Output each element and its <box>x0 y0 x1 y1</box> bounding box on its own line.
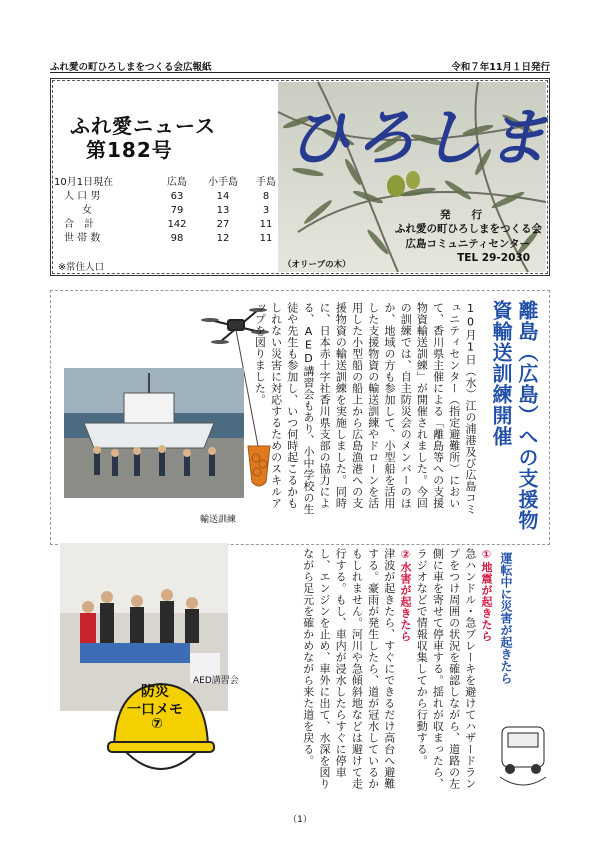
office-name: 広島コミュニティセンター <box>405 238 530 250</box>
row-label: 合 計 <box>64 219 94 230</box>
memo-badge-line2: 一口メモ <box>127 702 183 718</box>
disaster-memo-body <box>232 548 494 790</box>
column-header: 手島 <box>256 177 276 188</box>
memo-badge-number: ⑦ <box>151 716 163 732</box>
cell: 3 <box>262 205 270 216</box>
boat-photo-image <box>64 368 244 498</box>
telephone: TEL 29-2030 <box>457 252 530 264</box>
publisher-label: 発 行 <box>440 209 482 221</box>
cell: 11 <box>259 219 273 230</box>
issue-number: 第182号 <box>86 138 173 162</box>
masthead-title: ひろしま <box>288 101 553 174</box>
car-icon <box>498 707 548 797</box>
paper-name: ふれ愛の町ひろしまをつくる会広報紙 <box>50 62 212 73</box>
memo-paragraph: 急ハンドル・急ブレーキを避けてハザードランプをつけ周囲の状況を確認しながら、道路の左側に車を寄せて停車する。揺れが収まったら、ラジオなどで情報収集してから行動する。 <box>415 548 477 790</box>
date-label: 10月1日現在 <box>54 177 114 188</box>
population-note: ※常住人口 <box>58 262 104 273</box>
memo-paragraph: 津波が起きたら、すぐにできるだけ高台へ避難する。豪雨が発生したら、道が冠水しているかもしれません。河川や急傾斜地などは避けて走行する。もし、車内が浸水したらすぐに停車し、エンジンを止め、車外に出て、水深を図りながら足元を確かめながら来た道を戻る。 <box>301 548 396 790</box>
article-body: 10月1日（水）江の浦港及び広島コミュニティセンター（指定避難所）において、香川県主催による「離島等への支援物資輸送訓練」が開催されました。今回の訓練では、自主防災会のメンバーのほか、地域の方も参加して、小型船を活用した支援物資の輸送訓練やドローンを活用した小型船の船上から広島漁港への支援物資の輸送訓練を実施しました。同時に、日本赤十字社香川県支部の協力による、AED講習会もあり、小中学校の生徒や先生も参加し、いつ何時起こるかもしれない災害に対応するためのスキルアップを図りました。 <box>253 302 477 515</box>
top-strip <box>50 59 550 73</box>
memo-heading: 運転中に災害が起きたら <box>499 552 513 684</box>
cell: 8 <box>262 191 270 202</box>
column-header: 小手島 <box>208 177 238 188</box>
row-label: 女 <box>82 205 92 216</box>
car-illustration <box>498 707 548 801</box>
subheading: ①地震が起きたら <box>480 548 493 642</box>
publisher-name: ふれ愛の町ひろしまをつくる会 <box>395 223 542 235</box>
cell: 63 <box>170 191 184 202</box>
cell: 79 <box>170 205 184 216</box>
divider <box>50 72 550 73</box>
photo-caption: （オリーブの木） <box>283 260 351 270</box>
cell: 14 <box>216 191 230 202</box>
cell: 12 <box>216 233 230 244</box>
row-label: 人 口 男 <box>64 191 101 202</box>
news-title: ふれ愛ニュース <box>70 114 216 138</box>
subheading: ②水害が起きたら <box>398 548 412 642</box>
photo-caption: AED講習会 <box>193 676 239 686</box>
photo-caption: 輸送訓練 <box>200 515 237 525</box>
row-label: 世 帯 数 <box>64 233 101 244</box>
issue-date: 令和７年11月１日発行 <box>451 62 550 73</box>
page-number: （1） <box>288 815 312 825</box>
cell: 98 <box>170 233 184 244</box>
cell: 27 <box>216 219 230 230</box>
cell: 13 <box>216 205 230 216</box>
article-headline: 離島（広島）への支援物資輸送訓練開催 <box>489 300 539 531</box>
cell: 142 <box>167 219 187 230</box>
memo-badge-line1: 防災 <box>141 684 169 700</box>
transport-drill-photo <box>64 368 244 498</box>
column-header: 広島 <box>167 177 187 188</box>
cell: 11 <box>259 233 273 244</box>
